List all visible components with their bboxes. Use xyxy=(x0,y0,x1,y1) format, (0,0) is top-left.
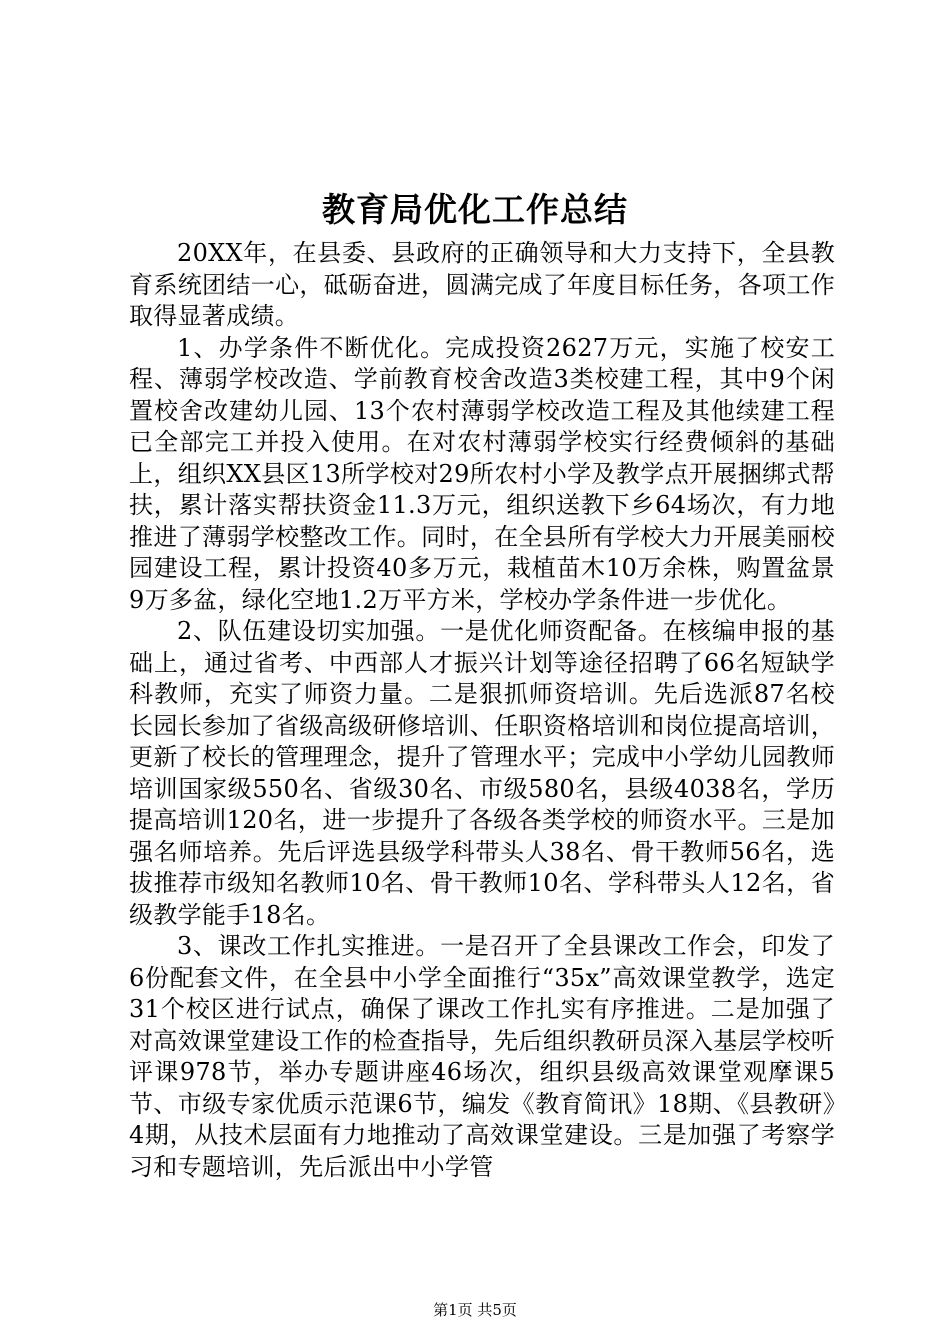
paragraph-curriculum-reform: 3、课改工作扎实推进。一是召开了全县课改工作会，印发了6份配套文件，在全县中小学全面推行“35x”高效课堂教学，选定31个校区进行试点，确保了课改工作扎实有序推进。二是加强了对高效课堂建设工作的检查指导，先后组织教研员深入基层学校听评课978节，举办专题讲座46场次，组织县级高效课堂观摩课5节、市级专家优质示范课6节，编发《教育简讯》18期、《县教研》4期，从技术层面有力地推动了高效课堂建设。三是加强了考察学习和专题培训，先后派出中小学管 xyxy=(129,932,835,1181)
document-body xyxy=(129,238,835,1183)
document-title: 教育局优化工作总结 xyxy=(322,190,628,229)
paragraph-intro: 20XX年，在县委、县政府的正确领导和大力支持下，全县教育系统团结一心，砥砺奋进，圆满完成了年度目标任务，各项工作取得显著成绩。 xyxy=(129,239,835,330)
paragraph-team-building: 2、队伍建设切实加强。一是优化师资配备。在核编申报的基础上，通过省考、中西部人才振兴计划等途径招聘了66名短缺学科教师，充实了师资力量。二是狠抓师资培训。先后选派87名校长园长参加了省级高级研修培训、任职资格培训和岗位提高培训，更新了校长的管理理念，提升了管理水平；完成中小学幼儿园教师培训国家级550名、省级30名、市级580名，县级4038名，学历提高培训120名，进一步提升了各级各类学校的师资水平。三是加强名师培养。先后评选县级学科带头人38名、骨干教师56名，选拔推荐市级知名教师10名、骨干教师10名、学科带头人12名，省级教学能手18名。 xyxy=(129,617,835,929)
page-footer: 第1页 共5页 xyxy=(433,1301,517,1319)
paragraph-conditions: 1、办学条件不断优化。完成投资2627万元，实施了校安工程、薄弱学校改造、学前教育校舍改造3类校建工程，其中9个闲置校舍改建幼儿园、13个农村薄弱学校改造工程及其他续建工程已全部完工并投入使用。在对农村薄弱学校实行经费倾斜的基础上，组织XX县区13所学校对29所农村小学及教学点开展捆绑式帮扶，累计落实帮扶资金11.3万元，组织送教下乡64场次，有力地推进了薄弱学校整改工作。同时，在全县所有学校大力开展美丽校园建设工程，累计投资40多万元，栽植苗木10万余株，购置盆景9万多盆，绿化空地1.2万平方米，学校办学条件进一步优化。 xyxy=(129,333,835,614)
